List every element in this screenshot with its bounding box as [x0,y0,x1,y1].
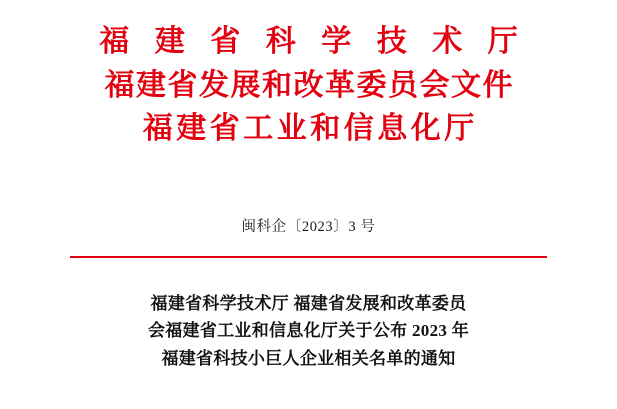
document-title-line-3: 福建省科技小巨人企业相关名单的通知 [161,348,456,368]
letterhead-line-2: 福建省发展和改革委员会文件 [104,68,514,102]
document-title [0,290,617,373]
document-number: 闽科企〔2023〕3 号 [241,218,376,235]
letterhead [0,0,617,149]
letterhead-line-1: 福 建 省 科 学 技 术 厅 [99,25,527,58]
document-title-line-1: 福建省科学技术厅 福建省发展和改革委员 [150,293,467,313]
red-divider-rule [70,256,547,258]
letterhead-line-3: 福建省工业和信息化厅 [142,112,478,146]
document-title-line-2: 会福建省工业和信息化厅关于公布 2023 年 [147,321,470,341]
